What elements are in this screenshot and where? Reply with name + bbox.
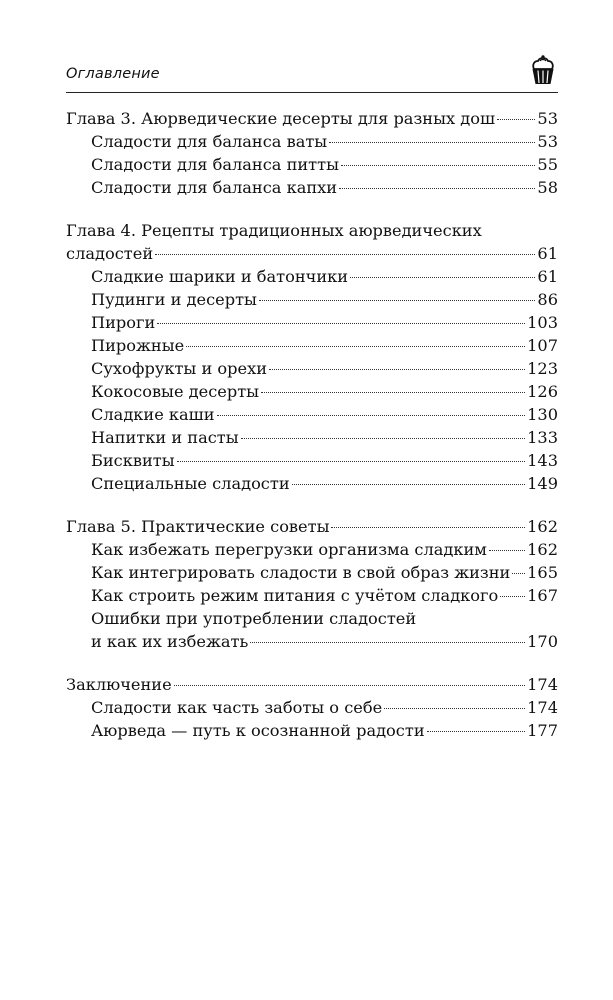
toc-entry[interactable]	[66, 176, 558, 199]
page-number: 103	[527, 313, 558, 332]
dot-leader	[292, 484, 525, 485]
cupcake-icon	[528, 54, 558, 86]
header-title: Оглавление	[66, 66, 160, 82]
section-title: Ошибки при употреблении сладостей	[91, 609, 417, 628]
section-title: Пирожные	[91, 336, 185, 355]
toc-entry[interactable]	[66, 357, 558, 380]
section-title: Специальные сладости	[91, 474, 290, 493]
section-title: Сладкие каши	[91, 405, 215, 424]
section-title: Кокосовые десерты	[91, 382, 260, 401]
chapter-title: Глава 5. Практические советы	[66, 517, 330, 536]
dot-leader	[186, 346, 525, 347]
toc-entry[interactable]	[66, 696, 558, 719]
toc-entry[interactable]	[66, 311, 558, 334]
toc-entry[interactable]	[66, 265, 558, 288]
dot-leader	[269, 369, 525, 370]
dot-leader	[157, 323, 525, 324]
toc-entry[interactable]	[66, 426, 558, 449]
page-number: 126	[527, 382, 558, 401]
page-number: 162	[527, 540, 558, 559]
page-number: 61	[537, 244, 558, 263]
dot-leader	[174, 685, 525, 686]
toc-conclusion	[66, 673, 558, 742]
toc-entry[interactable]	[66, 584, 558, 607]
chapter-title: Заключение	[66, 675, 172, 694]
toc-entry[interactable]	[66, 107, 558, 130]
toc-entry[interactable]	[66, 449, 558, 472]
dot-leader	[350, 277, 535, 278]
page-number: 162	[527, 517, 558, 536]
dot-leader	[512, 573, 525, 574]
section-title: Пироги	[91, 313, 156, 332]
section-title: Сладости как часть заботы о себе	[91, 698, 383, 717]
chapter-title: Глава 3. Аюрведические десерты для разных дош	[66, 109, 495, 128]
dot-leader	[384, 708, 525, 709]
section-title-continued: и как их избежать	[91, 632, 249, 651]
toc-entry[interactable]	[66, 673, 558, 696]
section-title: Бисквиты	[91, 451, 175, 470]
toc-entry[interactable]	[66, 515, 558, 538]
page-number: 123	[527, 359, 558, 378]
dot-leader	[500, 596, 525, 597]
page-number: 174	[527, 698, 558, 717]
page-number: 149	[527, 474, 558, 493]
toc-entry[interactable]	[66, 472, 558, 495]
section-title: Как избежать перегрузки организма сладким	[91, 540, 487, 559]
dot-leader	[259, 300, 535, 301]
chapter-title-continued: сладостей	[66, 244, 154, 263]
dot-leader	[155, 254, 535, 255]
dot-leader	[261, 392, 525, 393]
toc-entry[interactable]	[66, 130, 558, 153]
page-number: 130	[527, 405, 558, 424]
header-divider	[66, 92, 558, 93]
section-title: Сухофрукты и орехи	[91, 359, 267, 378]
section-title: Аюрведа — путь к осознанной радости	[91, 721, 425, 740]
chapter-title[interactable]: Глава 4. Рецепты традиционных аюрведических	[66, 221, 482, 240]
dot-leader	[497, 119, 535, 120]
section-title: Сладкие шарики и батончики	[91, 267, 349, 286]
toc-entry[interactable]	[66, 153, 558, 176]
page-number: 86	[537, 290, 558, 309]
toc-chapter-3	[66, 107, 558, 199]
page-number: 133	[527, 428, 558, 447]
page-number: 167	[527, 586, 558, 605]
page-number: 165	[527, 563, 558, 582]
page-number: 53	[537, 132, 558, 151]
toc-entry	[66, 630, 558, 653]
section-title: Сладости для баланса капхи	[91, 178, 338, 197]
toc-chapter-4	[66, 219, 558, 495]
page-number: 61	[537, 267, 558, 286]
toc-entry[interactable]	[66, 334, 558, 357]
page-number: 170	[527, 632, 558, 651]
dot-leader	[329, 142, 535, 143]
dot-leader	[341, 165, 535, 166]
dot-leader	[489, 550, 525, 551]
page-number: 58	[537, 178, 558, 197]
dot-leader	[331, 527, 525, 528]
page-number: 177	[527, 721, 558, 740]
toc-entry[interactable]	[66, 380, 558, 403]
section-title: Сладости для баланса ваты	[91, 132, 328, 151]
running-header	[66, 54, 558, 92]
table-of-contents	[66, 107, 558, 742]
section-title: Как строить режим питания с учётом сладкого	[91, 586, 499, 605]
dot-leader	[177, 461, 525, 462]
toc-entry[interactable]	[66, 288, 558, 311]
page-number: 55	[537, 155, 558, 174]
toc-entry[interactable]	[66, 242, 558, 265]
dot-leader	[250, 642, 525, 643]
section-title: Сладости для баланса питты	[91, 155, 339, 174]
toc-entry[interactable]	[66, 538, 558, 561]
page-number: 53	[537, 109, 558, 128]
page-number: 107	[527, 336, 558, 355]
toc-entry[interactable]	[66, 403, 558, 426]
section-title: Как интегрировать сладости в свой образ жизни	[91, 563, 511, 582]
toc-entry-multiline[interactable]	[66, 607, 558, 653]
page-number: 143	[527, 451, 558, 470]
toc-entry[interactable]	[66, 561, 558, 584]
toc-chapter-5	[66, 515, 558, 653]
page-number: 174	[527, 675, 558, 694]
toc-entry[interactable]	[66, 719, 558, 742]
dot-leader	[339, 188, 535, 189]
dot-leader	[217, 415, 526, 416]
dot-leader	[241, 438, 525, 439]
section-title: Напитки и пасты	[91, 428, 239, 447]
section-title: Пудинги и десерты	[91, 290, 257, 309]
dot-leader	[427, 731, 525, 732]
